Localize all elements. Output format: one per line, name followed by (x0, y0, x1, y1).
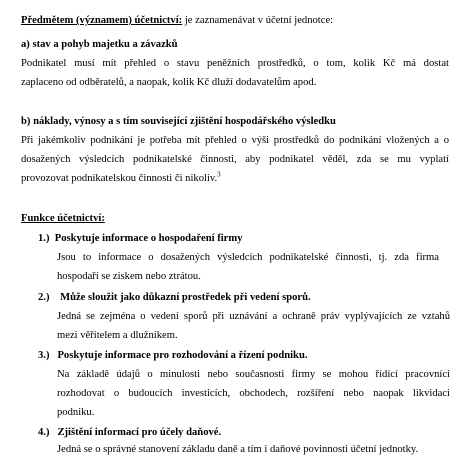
function-item-line: Jedná se zejména o vedení sporů při uznávání a ochraně práv vyplývajících ze vztahů (57, 311, 450, 322)
function-item-number: 2.) (38, 292, 50, 303)
function-item-title (38, 291, 311, 305)
footnote-marker: 3 (217, 170, 221, 179)
function-item-line: podniku. (57, 407, 95, 418)
function-item-line: Jsou to informace o dosažených výsledcích podnikatelské činnosti, tj. zda firma (57, 252, 439, 263)
function-item-number: 3.) (38, 350, 50, 361)
subject-line (21, 14, 333, 28)
section-b-line-last (21, 172, 221, 186)
subject-rest: je zaznamenávat v účetní jednotce: (182, 15, 334, 26)
function-item-line: mezi věřitelem a dlužníkem. (57, 330, 178, 341)
function-item-title-text: Poskytuje informace pro rozhodování a řízení podniku. (57, 350, 308, 361)
function-item-line: rozhodovat o budoucích investicích, obchodech, rozšíření nebo naopak likvidaci (57, 388, 450, 399)
section-b-line: provozovat podnikatelskou činnosti či nikoliv. (21, 173, 218, 184)
function-item-title (38, 426, 221, 440)
section-a-line: Podnikatel musí mít přehled o stavu peněžních prostředků, o tom, kolik Kč má dostat (21, 58, 449, 69)
function-item-title-text: Zjištění informací pro účely daňové. (57, 427, 222, 438)
subject-heading: Předmětem (významem) účetnictví: (21, 15, 183, 26)
function-item-title (38, 349, 308, 363)
functions-heading: Funkce účetnictví: (21, 213, 105, 224)
function-item-number: 1.) (38, 233, 50, 244)
function-item-title (38, 232, 243, 246)
function-item-line: Na základě údajů o minulosti nebo současnosti firmy se mohou řídící pracovníci (57, 369, 450, 380)
section-b-line: Při jakémkoliv podnikání je potřeba mít přehled o výši prostředků do podnikání vložených a o (21, 135, 449, 146)
section-b-title: b) náklady, výnosy a s tím související zjištění hospodářského výsledku (21, 116, 336, 127)
function-item-line: hospodaří se ziskem nebo ztrátou. (57, 271, 201, 282)
function-item-number: 4.) (38, 427, 50, 438)
section-b-line: dosažených výsledcích podnikatelské činnosti, aby podnikatel věděl, zda se mu vyplatí (21, 154, 449, 165)
function-item-title-text: Poskytuje informace o hospodaření firmy (54, 233, 243, 244)
function-item-line: Jedná se o správné stanovení základu daně a tím i daňové povinnosti účetní jednotky. (57, 444, 419, 455)
section-a-title: a) stav a pohyb majetku a závazků (21, 39, 178, 50)
section-a-line: zaplaceno od odběratelů, a naopak, kolik Kč dluží dodavatelům apod. (21, 77, 317, 88)
function-item-title-text: Může sloužit jako důkazní prostředek při vedení sporů. (60, 292, 311, 303)
